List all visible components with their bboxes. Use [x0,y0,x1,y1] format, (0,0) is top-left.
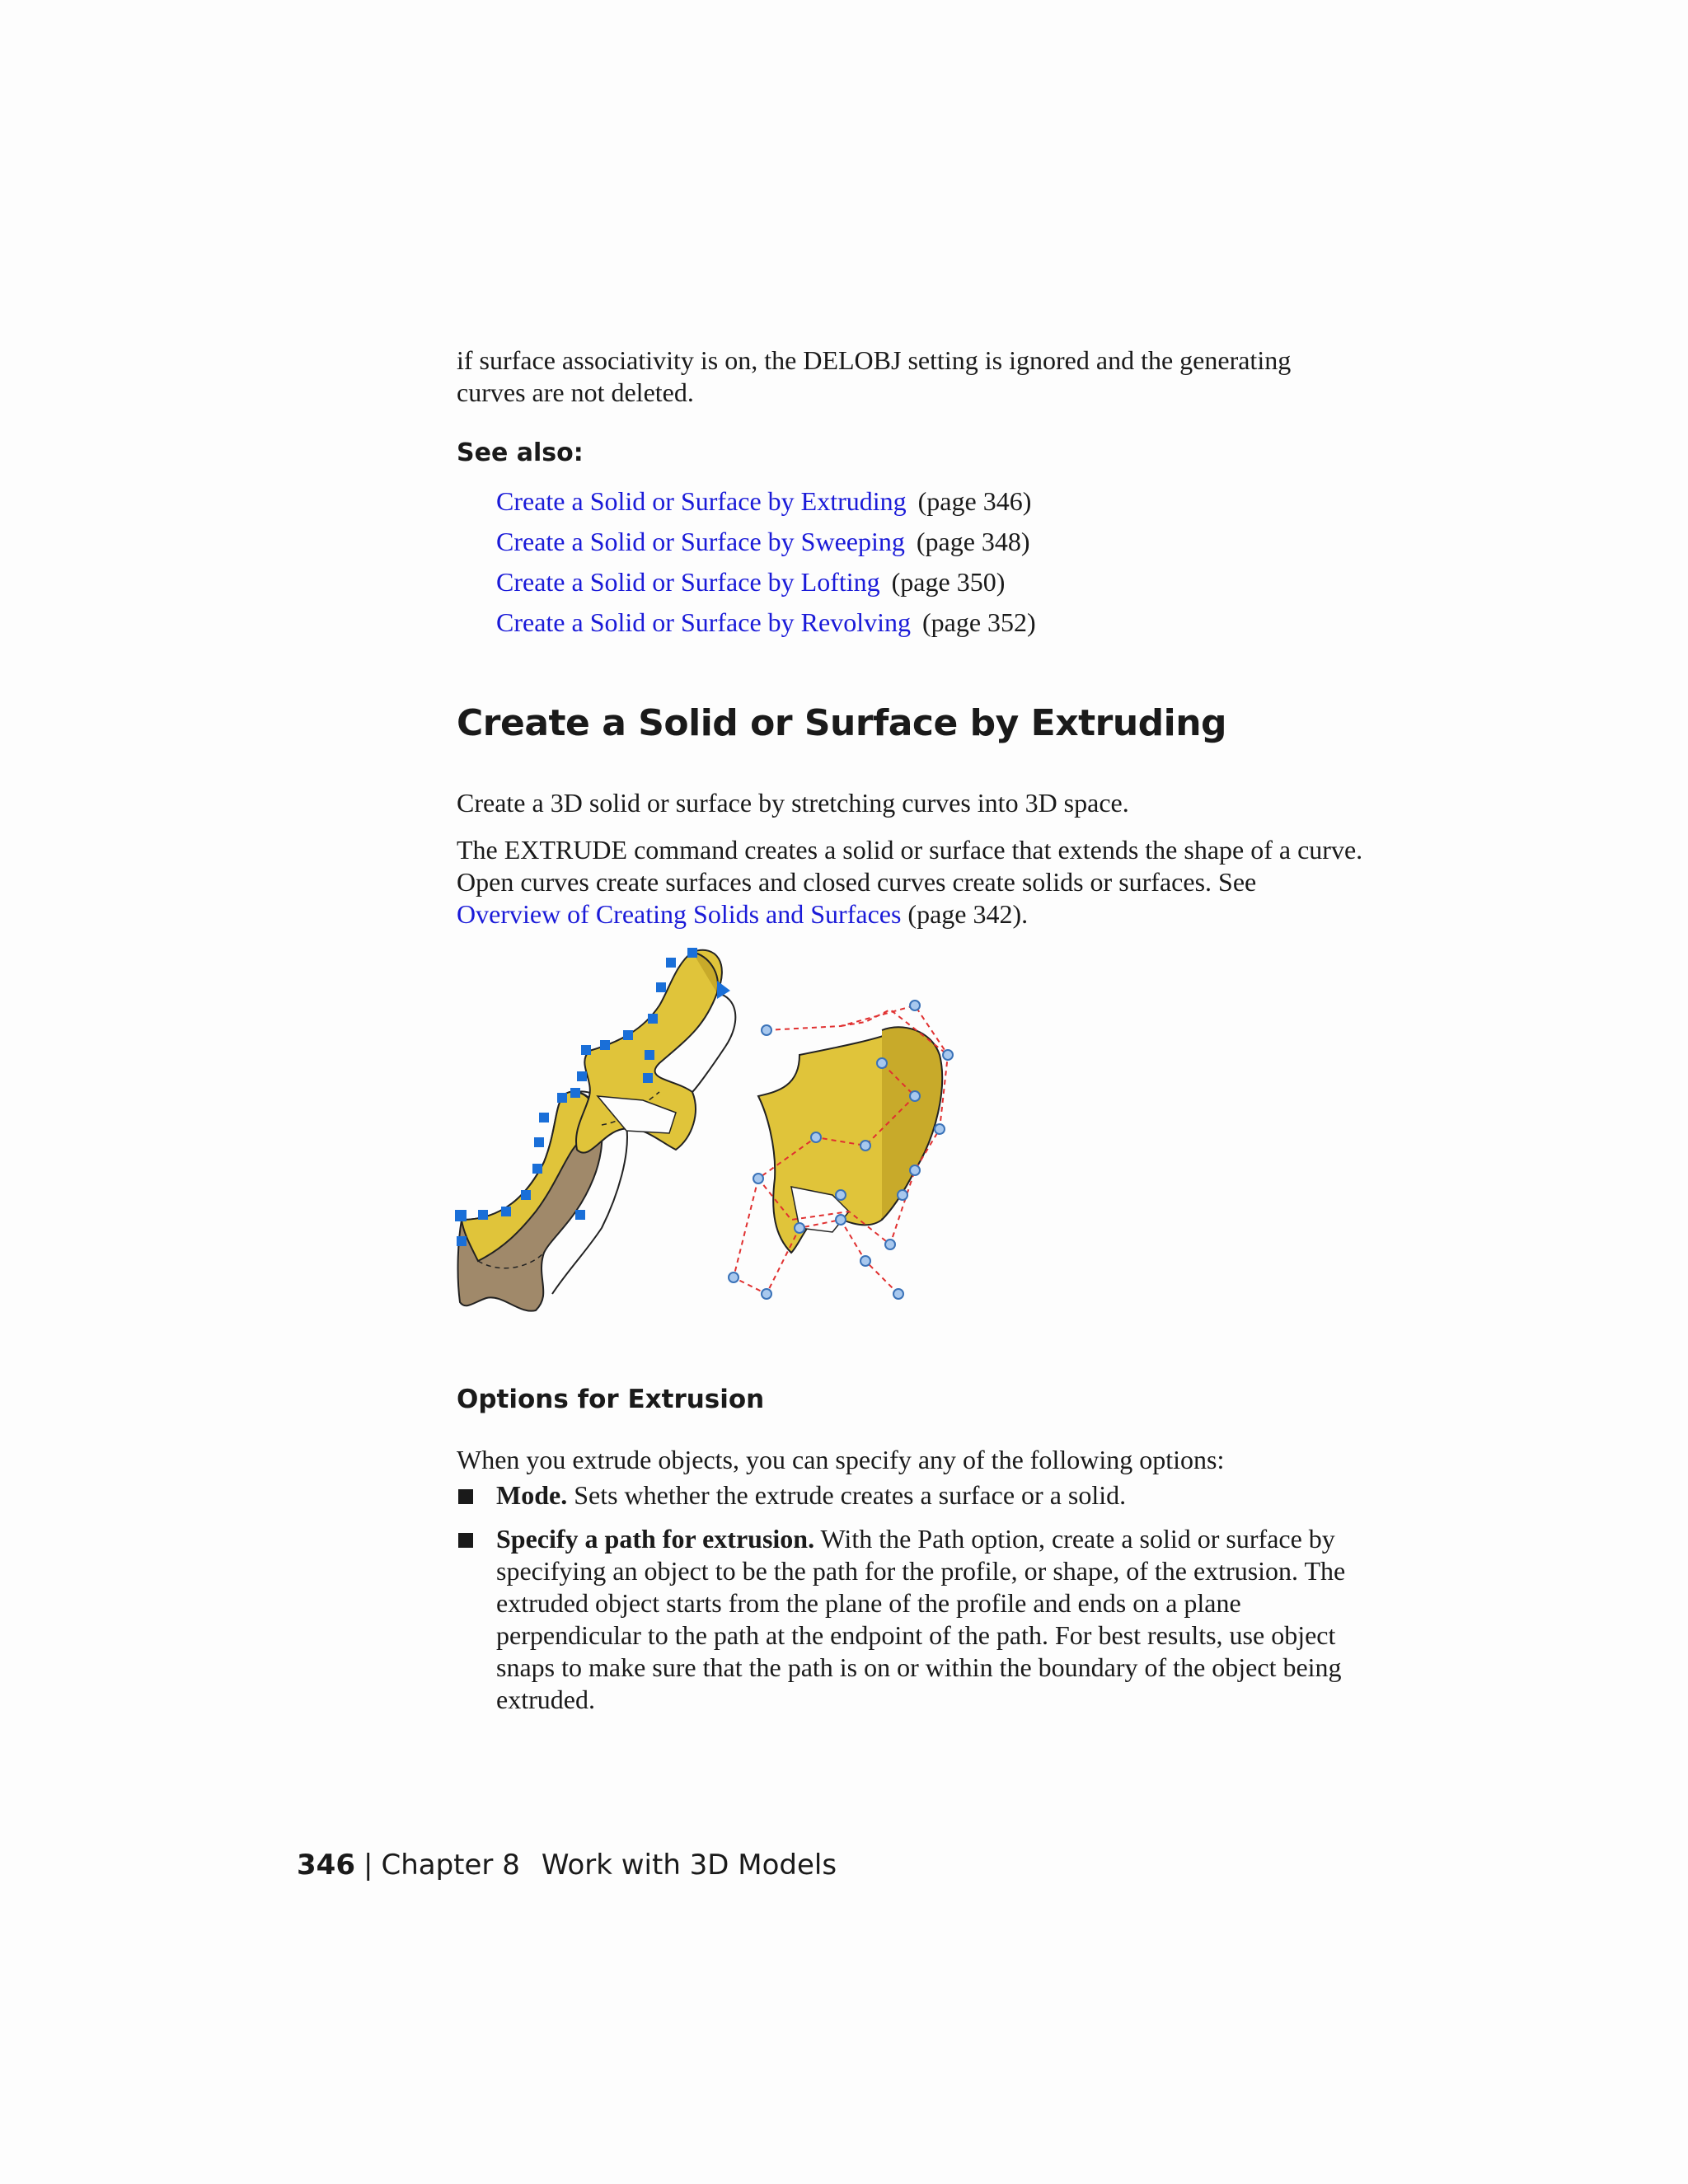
footer-separator: | [363,1849,373,1882]
see-also-link[interactable]: Create a Solid or Surface by Extruding [496,486,907,516]
option-item-path [457,1523,1363,1716]
intro-paragraph: if surface associativity is on, the DELOBJ setting is ignored and the generating curves are not deleted. [457,345,1292,407]
options-heading: Options for Extrusion [457,1385,765,1414]
see-also-link[interactable]: Create a Solid or Surface by Sweeping [496,527,905,556]
section-body [457,834,1363,930]
see-also-item [496,602,1036,643]
lofted-solid-right [729,1001,953,1299]
bullet-square [458,1533,473,1548]
see-also-link[interactable]: Create a Solid or Surface by Revolving [496,607,911,637]
section-body-text: The EXTRUDE command creates a solid or surface that extends the shape of a curve. Open curves create surfaces and closed curves create solids or surfaces. See [457,835,1363,897]
footer-chapter: Chapter 8 [381,1849,520,1882]
option-description: With the Path option, create a solid or surface by specifying an object to be the path for the profile, or shape, of the extrusion. The extruded object starts from the plane of the profile and ends on a plane perpendicular to the path at the endpoint of the path. For best results, use object snaps to make sure that the path is on or within the boundary of the object being extruded. [496,1524,1346,1714]
see-also-item [496,522,1036,562]
section-summary: Create a 3D solid or surface by stretching curves into 3D space. [457,788,1129,818]
option-term: Specify a path for extrusion. [496,1524,815,1554]
see-also-link[interactable]: Create a Solid or Surface by Lofting [496,567,880,597]
option-term: Mode. [496,1480,568,1510]
overview-link[interactable]: Overview of Creating Solids and Surfaces [457,899,902,929]
options-list [457,1479,1363,1724]
section-heading: Create a Solid or Surface by Extruding [457,702,1227,744]
page-number: 346 [297,1849,355,1882]
page-reference: (page 350) [891,567,1006,597]
option-item-mode [457,1479,1363,1511]
page-footer [297,1849,837,1882]
swept-solid-middle [576,948,735,1153]
section-body-pageref: (page 342). [907,899,1029,929]
see-also-label: See also: [457,438,584,467]
page-reference: (page 348) [916,527,1030,556]
option-description: Sets whether the extrude creates a surface or a solid. [574,1480,1127,1510]
options-intro: When you extrude objects, you can specify any of the following options: [457,1445,1225,1474]
extrusion-illustration [453,948,1096,1343]
see-also-item [496,562,1036,602]
footer-title: Work with 3D Models [541,1849,837,1882]
page-reference: (page 352) [921,607,1036,637]
bullet-square [458,1489,473,1504]
see-also-list [496,481,1036,643]
see-also-item [496,481,1036,522]
page-reference: (page 346) [917,486,1032,516]
